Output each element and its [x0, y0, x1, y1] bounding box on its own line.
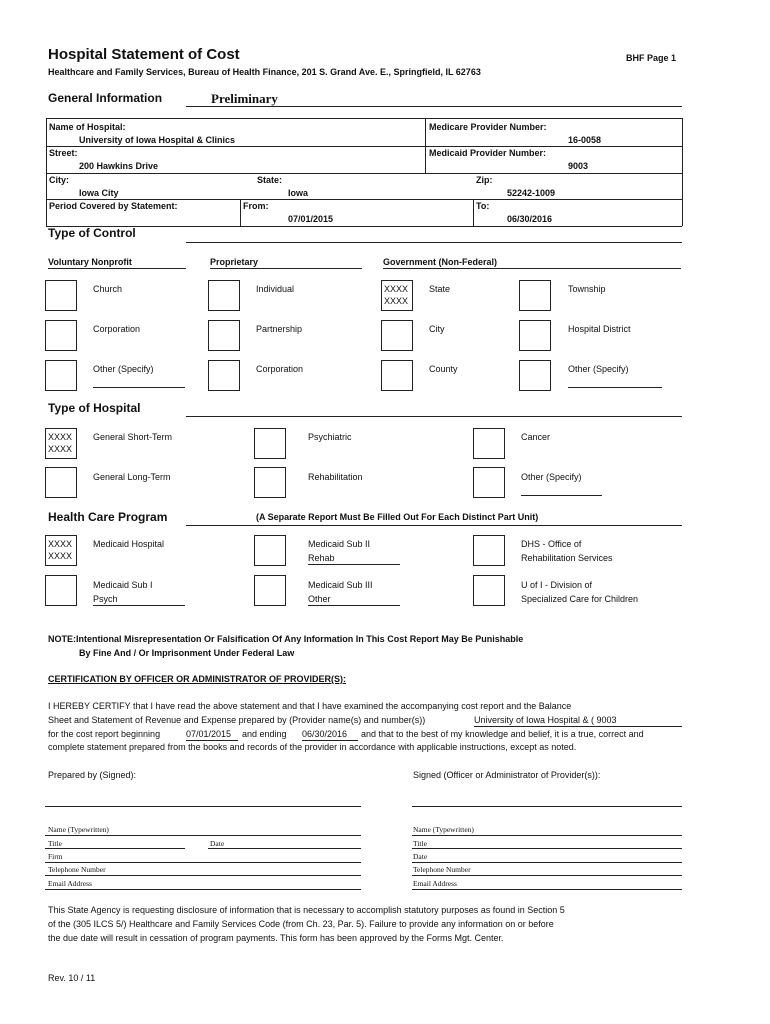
short-term-check-mark: XXXX	[48, 432, 73, 442]
to-value: 06/30/2016	[507, 214, 553, 224]
agency-address: Healthcare and Family Services, Bureau of Health Finance, 201 S. Grand Ave. E., Springfield, IL 62763	[48, 67, 481, 77]
cert-line-3a: for the cost report beginning	[48, 729, 161, 739]
end-date-field[interactable]: 06/30/2016	[302, 729, 358, 741]
revision-label: Rev. 10 / 11	[48, 973, 96, 983]
medicare-label: Medicare Provider Number:	[429, 122, 547, 132]
control-heading: Type of Control	[48, 226, 136, 240]
corporation-nonprofit-checkbox[interactable]	[45, 320, 77, 351]
rehabilitation-label: Rehabilitation	[308, 472, 363, 482]
officer-telephone-label: Telephone Number	[413, 865, 471, 874]
zip-value: 52242-1009	[507, 188, 556, 198]
prepared-firm-line[interactable]	[45, 862, 361, 863]
prepared-signature-line[interactable]	[45, 806, 361, 807]
other-government-label: Other (Specify)	[568, 364, 629, 374]
church-label: Church	[93, 284, 123, 294]
cert-line-3c: and that to the best of my knowledge and belief, it is a true, correct and	[361, 729, 644, 739]
city-option-label: City	[429, 324, 445, 334]
cancer-checkbox[interactable]	[473, 428, 505, 459]
col-proprietary: Proprietary	[210, 257, 362, 269]
city-checkbox[interactable]	[381, 320, 413, 351]
medicaid-sub2-rehab: Rehab	[308, 553, 400, 565]
officer-name-label: Name (Typewritten)	[413, 825, 474, 834]
township-label: Township	[568, 284, 606, 294]
prepared-title-line[interactable]	[45, 848, 185, 849]
hospital-type-heading-rule	[186, 416, 682, 417]
corporation-proprietary-label: Corporation	[256, 364, 304, 374]
other-hospital-label: Other (Specify)	[521, 472, 582, 482]
cert-line-4: complete statement prepared from the books and records of the provider in accordance with applicable instructions, except as noted.	[48, 742, 577, 752]
uofi-label-2: Specialized Care for Children	[521, 594, 639, 604]
prepared-telephone-label: Telephone Number	[48, 865, 106, 874]
footer-line-2: of the (305 ILCS 5/) Healthcare and Family Services Code (from Ch. 23, Par. 5). Failure to provide any information on or before	[48, 919, 554, 929]
prepared-name-label: Name (Typewritten)	[48, 825, 109, 834]
state-check-mark-2: XXXX	[384, 296, 409, 306]
note-line-2: By Fine And / Or Imprisonment Under Federal Law	[79, 648, 295, 658]
general-long-term-label: General Long-Term	[93, 472, 171, 482]
other-government-checkbox[interactable]	[519, 360, 551, 391]
city-value: Iowa City	[79, 188, 119, 198]
other-nonprofit-specify-line[interactable]	[93, 387, 185, 388]
street-value: 200 Hawkins Drive	[79, 161, 159, 171]
officer-title-label: Title	[413, 839, 427, 848]
officer-title-line[interactable]	[412, 848, 682, 849]
signed-officer-label: Signed (Officer or Administrator of Provider(s)):	[413, 770, 601, 780]
medicaid-sub3-label: Medicaid Sub III	[308, 580, 373, 590]
medicaid-sub1-psych: Psych	[93, 594, 185, 606]
partnership-label: Partnership	[256, 324, 303, 334]
dhs-checkbox[interactable]	[473, 535, 505, 566]
col-voluntary-nonprofit: Voluntary Nonprofit	[48, 257, 186, 269]
officer-name-line[interactable]	[412, 835, 682, 836]
state-label: State:	[257, 175, 283, 185]
officer-date-line[interactable]	[412, 862, 682, 863]
other-government-specify-line[interactable]	[568, 387, 662, 388]
prepared-title-label: Title	[48, 839, 62, 848]
corporation-proprietary-checkbox[interactable]	[208, 360, 240, 391]
psychiatric-checkbox[interactable]	[254, 428, 286, 459]
cert-line-1: I HEREBY CERTIFY that I have read the above statement and that I have examined the accompanying cost report and the Balance	[48, 701, 572, 711]
form-title: Hospital Statement of Cost	[48, 46, 240, 63]
state-check-mark: XXXX	[384, 284, 409, 294]
medicaid-label: Medicaid Provider Number:	[429, 148, 547, 158]
county-label: County	[429, 364, 458, 374]
footer-line-1: This State Agency is requesting disclosure of information that is necessary to accomplish statutory purposes as found in Section 5	[48, 905, 565, 915]
prepared-telephone-line[interactable]	[45, 875, 361, 876]
officer-telephone-line[interactable]	[412, 875, 682, 876]
prepared-date-line[interactable]	[208, 848, 361, 849]
prepared-by-label: Prepared by (Signed):	[48, 770, 137, 780]
general-info-heading: General Information	[48, 91, 163, 105]
hospital-name-value: University of Iowa Hospital & Clinics	[79, 135, 236, 145]
footer-line-3: the due date will result in cessation of program payments. This form has been approved by the Forms Mgt. Center.	[48, 933, 504, 943]
medicaid-sub1-label: Medicaid Sub I	[93, 580, 153, 590]
church-checkbox[interactable]	[45, 280, 77, 311]
uofi-label: U of I - Division of	[521, 580, 593, 590]
hospital-district-checkbox[interactable]	[519, 320, 551, 351]
medicaid-hospital-check-mark: XXXX	[48, 539, 73, 549]
cert-line-2: Sheet and Statement of Revenue and Expense prepared by (Provider name(s) and number(s))	[48, 715, 426, 725]
hospital-name-label: Name of Hospital:	[49, 122, 126, 132]
col-government: Government (Non-Federal)	[383, 257, 681, 269]
rehabilitation-checkbox[interactable]	[254, 467, 286, 498]
general-heading-rule	[186, 106, 682, 107]
other-hospital-specify-line[interactable]	[521, 495, 602, 496]
medicaid-sub2-label: Medicaid Sub II	[308, 539, 371, 549]
corporation-nonprofit-label: Corporation	[93, 324, 141, 334]
begin-date-field[interactable]: 07/01/2015	[186, 729, 238, 741]
other-nonprofit-label: Other (Specify)	[93, 364, 154, 374]
other-hospital-checkbox[interactable]	[473, 467, 505, 498]
from-value: 07/01/2015	[288, 214, 334, 224]
medicaid-sub1-checkbox[interactable]	[45, 575, 77, 606]
medicaid-hospital-label: Medicaid Hospital	[93, 539, 165, 549]
to-label: To:	[476, 201, 490, 211]
partnership-checkbox[interactable]	[208, 320, 240, 351]
certification-heading: CERTIFICATION BY OFFICER OR ADMINISTRATOR OF PROVIDER(S):	[48, 674, 346, 684]
street-label: Street:	[49, 148, 78, 158]
general-long-term-checkbox[interactable]	[45, 467, 77, 498]
officer-date-label: Date	[413, 852, 428, 861]
medicaid-hospital-checkbox[interactable]	[45, 535, 77, 566]
from-label: From:	[243, 201, 269, 211]
page-label: BHF Page 1	[626, 53, 677, 63]
note-line-1: NOTE:Intentional Misrepresentation Or Falsification Of Any Information In This Cost Report May Be Punishable	[48, 634, 524, 644]
psychiatric-label: Psychiatric	[308, 432, 352, 442]
cancer-label: Cancer	[521, 432, 551, 442]
period-label: Period Covered by Statement:	[49, 201, 178, 211]
medicaid-value: 9003	[568, 161, 589, 171]
short-term-check-mark-2: XXXX	[48, 444, 73, 454]
medicaid-sub3-other: Other	[308, 594, 400, 606]
medicaid-hospital-check-mark-2: XXXX	[48, 551, 73, 561]
medicare-value: 16-0058	[568, 135, 602, 145]
prepared-email-label: Email Address	[48, 879, 92, 888]
officer-email-label: Email Address	[413, 879, 457, 888]
individual-label: Individual	[256, 284, 295, 294]
hospital-district-label: Hospital District	[568, 324, 631, 334]
control-heading-rule	[186, 242, 682, 243]
uofi-checkbox[interactable]	[473, 575, 505, 606]
state-option-label: State	[429, 284, 451, 294]
city-label: City:	[49, 175, 69, 185]
other-nonprofit-checkbox[interactable]	[45, 360, 77, 391]
officer-signature-line[interactable]	[412, 806, 682, 807]
general-short-term-checkbox[interactable]	[45, 428, 77, 459]
preliminary-status: Preliminary	[211, 91, 278, 106]
dhs-label: DHS - Office of	[521, 539, 582, 549]
prepared-date-label: Date	[210, 839, 225, 848]
program-heading: Health Care Program	[48, 510, 168, 524]
state-value: Iowa	[288, 188, 309, 198]
state-checkbox[interactable]	[381, 280, 413, 311]
prepared-firm-label: Firm	[48, 852, 63, 861]
prepared-email-line[interactable]	[45, 889, 361, 890]
program-heading-rule	[186, 525, 682, 526]
medicaid-sub2-checkbox[interactable]	[254, 535, 286, 566]
program-note: (A Separate Report Must Be Filled Out For Each Distinct Part Unit)	[256, 512, 539, 522]
provider-name-field[interactable]: University of Iowa Hospital & ( 9003	[474, 715, 682, 727]
zip-label: Zip:	[476, 175, 493, 185]
individual-checkbox[interactable]	[208, 280, 240, 311]
dhs-label-2: Rehabilitation Services	[521, 553, 613, 563]
county-checkbox[interactable]	[381, 360, 413, 391]
officer-email-line[interactable]	[412, 889, 682, 890]
prepared-name-line[interactable]	[45, 835, 361, 836]
medicaid-sub3-checkbox[interactable]	[254, 575, 286, 606]
hospital-type-heading: Type of Hospital	[48, 401, 141, 415]
general-short-term-label: General Short-Term	[93, 432, 173, 442]
cert-line-3b: and ending	[242, 729, 287, 739]
township-checkbox[interactable]	[519, 280, 551, 311]
